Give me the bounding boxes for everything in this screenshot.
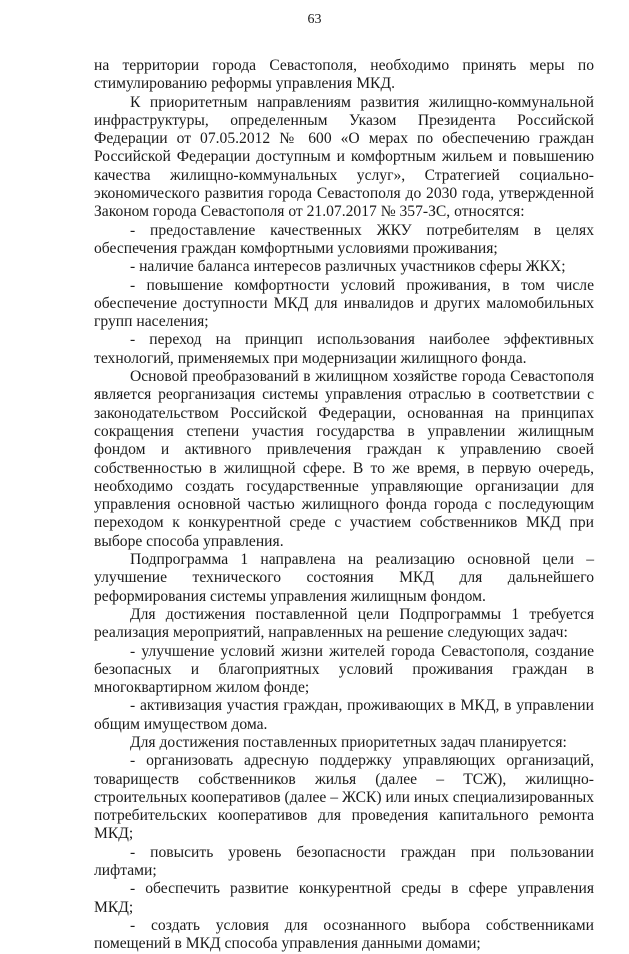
list-item-3: - повышение комфортности условий проживания, в том числе обеспечение доступности МКД для инвалидов и других маломобильных групп населения; (94, 276, 594, 331)
document-body (94, 57, 594, 954)
paragraph-5: Для достижения поставленной цели Подпрограммы 1 требуется реализация мероприятий, направленных на решение следующих задач: (94, 605, 594, 642)
paragraph-3: Основой преобразований в жилищном хозяйстве города Севастополя является реорганизация системы управления отраслью в соответствии с законодательством Российской Федерации, основанная на принципах сокращения степени участия государства в управлении жилищным фондом и активного привлечения граждан к управлению своей собственностью в жилищной сфере. В то же время, в первую очередь, необходимо создать государственные управляющие организации для управления основной частью жилищного фонда города с последующим переходом к конкурентной среде с участием собственников МКД при выборе способа управления. (94, 368, 594, 550)
list-item-2: - наличие баланса интересов различных участников сферы ЖКХ; (130, 258, 566, 276)
list-item-7: - организовать адресную поддержку управляющих организаций, товариществ собственников жилья (далее – ТСЖ), жилищно-строительных кооперативов (далее – ЖСК) или иных специализированных потребительских кооперативов для проведения капитального ремонта МКД; (94, 752, 594, 843)
list-item-1: - предоставление качественных ЖКУ потребителям в целях обеспечения граждан комфортными условиями проживания; (94, 221, 594, 257)
list-item-10: - создать условия для осознанного выбора собственниками помещений в МКД способа управления данными домами; (94, 916, 594, 953)
list-item-4: - переход на принцип использования наиболее эффективных технологий, применяемых при модернизации жилищного фонда. (94, 331, 594, 367)
paragraph-1: на территории города Севастополя, необходимо принять меры по стимулированию реформы управления МКД. (94, 57, 594, 93)
list-item-5: - улучшение условий жизни жителей города Севастополя, создание безопасных и благоприятных условий проживания граждан в многоквартирном жилом фонде; (94, 642, 594, 697)
paragraph-2: К приоритетным направлениям развития жилищно-коммунальной инфраструктуры, определенным Указом Президента Российской Федерации от 07.05.2012 № 600 «О мерах по обеспечению граждан Российской Федерации доступным и комфортным жильем и повышению качества жилищно-коммунальных услуг», Стратегией социально-экономического развития города Севастополя до 2030 года, утвержденной Законом города Севастополя от 21.07.2017 № 357-ЗС, относятся: (94, 93, 594, 221)
list-item-6: - активизация участия граждан, проживающих в МКД, в управлении общим имуществом дома. (94, 697, 594, 733)
page-number: 63 (307, 12, 322, 27)
list-item-9: - обеспечить развитие конкурентной среды в сфере управления МКД; (94, 880, 594, 916)
paragraph-6: Для достижения поставленных приоритетных задач планируется: (130, 733, 567, 751)
paragraph-4: Подпрограмма 1 направлена на реализацию основной цели – улучшение технического состояния МКД для дальнейшего реформирования системы управления жилищным фондом. (94, 551, 594, 605)
list-item-8: - повысить уровень безопасности граждан при пользовании лифтами; (94, 843, 594, 880)
